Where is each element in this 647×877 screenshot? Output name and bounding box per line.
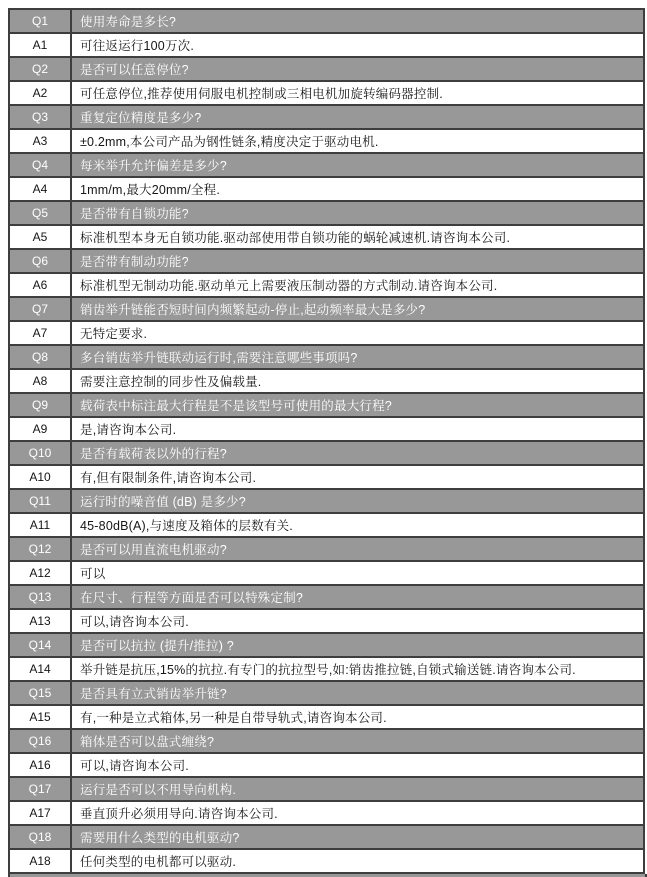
table-row bbox=[9, 633, 644, 657]
table-row bbox=[9, 273, 644, 297]
question-text: 是否带有制动功能? bbox=[71, 249, 644, 273]
answer-text: 无特定要求. bbox=[71, 321, 644, 345]
answer-label: A2 bbox=[9, 81, 71, 105]
question-label: Q18 bbox=[9, 825, 71, 849]
question-label: Q16 bbox=[9, 729, 71, 753]
answer-label: A17 bbox=[9, 801, 71, 825]
question-text: 使用寿命是多长? bbox=[71, 9, 644, 33]
answer-label: A3 bbox=[9, 129, 71, 153]
question-text: 多台销齿举升链联动运行时,需要注意哪些事项吗? bbox=[71, 345, 644, 369]
question-text: 是否有载荷表以外的行程? bbox=[71, 441, 644, 465]
answer-text: 垂直顶升必须用导向.请咨询本公司. bbox=[71, 801, 644, 825]
answer-label: A11 bbox=[9, 513, 71, 537]
question-label: Q2 bbox=[9, 57, 71, 81]
answer-label: A8 bbox=[9, 369, 71, 393]
question-label: Q17 bbox=[9, 777, 71, 801]
table-row bbox=[9, 249, 644, 273]
question-text: 是否具有立式销齿举升链? bbox=[71, 681, 644, 705]
table-row bbox=[9, 57, 644, 81]
question-label: Q6 bbox=[9, 249, 71, 273]
question-label: Q5 bbox=[9, 201, 71, 225]
answer-label: A10 bbox=[9, 465, 71, 489]
table-row bbox=[9, 513, 644, 537]
table-row bbox=[9, 321, 644, 345]
answer-text: 1mm/m,最大20mm/全程. bbox=[71, 177, 644, 201]
table-row bbox=[9, 609, 644, 633]
question-text: 销齿举升链能否短时间内频繁起动-停止,起动频率最大是多少? bbox=[71, 297, 644, 321]
question-label: Q15 bbox=[9, 681, 71, 705]
answer-text: 可任意停位,推荐使用伺服电机控制或三相电机加旋转编码器控制. bbox=[71, 81, 644, 105]
answer-label: A9 bbox=[9, 417, 71, 441]
answer-label: A15 bbox=[9, 705, 71, 729]
answer-label: A16 bbox=[9, 753, 71, 777]
table-row bbox=[9, 681, 644, 705]
faq-table-body bbox=[9, 9, 644, 873]
question-label: Q13 bbox=[9, 585, 71, 609]
question-label: Q11 bbox=[9, 489, 71, 513]
question-label: Q7 bbox=[9, 297, 71, 321]
table-row bbox=[9, 369, 644, 393]
question-label: Q4 bbox=[9, 153, 71, 177]
answer-label: A14 bbox=[9, 657, 71, 681]
question-text: 是否带有自锁功能? bbox=[71, 201, 644, 225]
table-row bbox=[9, 297, 644, 321]
table-row bbox=[9, 417, 644, 441]
question-label: Q3 bbox=[9, 105, 71, 129]
table-row bbox=[9, 81, 644, 105]
answer-text: 可往返运行100万次. bbox=[71, 33, 644, 57]
table-row bbox=[9, 489, 644, 513]
table-row bbox=[9, 561, 644, 585]
answer-label: A12 bbox=[9, 561, 71, 585]
question-label: Q9 bbox=[9, 393, 71, 417]
question-text: 是否可以用直流电机驱动? bbox=[71, 537, 644, 561]
table-row bbox=[9, 657, 644, 681]
answer-label: A1 bbox=[9, 33, 71, 57]
table-row bbox=[9, 705, 644, 729]
question-label: Q8 bbox=[9, 345, 71, 369]
table-row bbox=[9, 345, 644, 369]
table-row bbox=[9, 465, 644, 489]
question-text: 运行是否可以不用导向机构. bbox=[71, 777, 644, 801]
faq-table bbox=[8, 8, 645, 874]
table-row bbox=[9, 33, 644, 57]
table-row bbox=[9, 129, 644, 153]
answer-text: 45-80dB(A),与速度及箱体的层数有关. bbox=[71, 513, 644, 537]
answer-text: ±0.2mm,本公司产品为钢性链条,精度决定于驱动电机. bbox=[71, 129, 644, 153]
answer-text: 是,请咨询本公司. bbox=[71, 417, 644, 441]
table-row bbox=[9, 825, 644, 849]
question-label: Q14 bbox=[9, 633, 71, 657]
answer-label: A6 bbox=[9, 273, 71, 297]
table-row bbox=[9, 777, 644, 801]
answer-text: 任何类型的电机都可以驱动. bbox=[71, 849, 644, 873]
question-text: 需要用什么类型的电机驱动? bbox=[71, 825, 644, 849]
table-row bbox=[9, 393, 644, 417]
answer-text: 标准机型本身无自锁功能.驱动部使用带自锁功能的蜗轮减速机.请咨询本公司. bbox=[71, 225, 644, 249]
answer-text: 举升链是抗压,15%的抗拉.有专门的抗拉型号,如:销齿推拉链,自锁式输送链.请咨询本公司. bbox=[71, 657, 644, 681]
answer-label: A18 bbox=[9, 849, 71, 873]
answer-text: 需要注意控制的同步性及偏载量. bbox=[71, 369, 644, 393]
table-row bbox=[9, 153, 644, 177]
question-text: 是否可以任意停位? bbox=[71, 57, 644, 81]
question-text: 载荷表中标注最大行程是不是该型号可使用的最大行程? bbox=[71, 393, 644, 417]
table-row bbox=[9, 729, 644, 753]
question-label: Q12 bbox=[9, 537, 71, 561]
table-row bbox=[9, 753, 644, 777]
answer-text: 有,一种是立式箱体,另一种是自带导轨式,请咨询本公司. bbox=[71, 705, 644, 729]
table-row bbox=[9, 105, 644, 129]
table-row bbox=[9, 849, 644, 873]
table-row bbox=[9, 177, 644, 201]
table-row bbox=[9, 585, 644, 609]
table-row bbox=[9, 225, 644, 249]
question-text: 是否可以抗拉 (提升/推拉) ? bbox=[71, 633, 644, 657]
table-row bbox=[9, 537, 644, 561]
question-text: 在尺寸、行程等方面是否可以特殊定制? bbox=[71, 585, 644, 609]
answer-text: 可以,请咨询本公司. bbox=[71, 609, 644, 633]
answer-label: A4 bbox=[9, 177, 71, 201]
question-text: 每米举升允许偏差是多少? bbox=[71, 153, 644, 177]
question-text: 运行时的噪音值 (dB) 是多少? bbox=[71, 489, 644, 513]
table-row bbox=[9, 801, 644, 825]
answer-label: A13 bbox=[9, 609, 71, 633]
question-text: 箱体是否可以盘式缠绕? bbox=[71, 729, 644, 753]
answer-label: A5 bbox=[9, 225, 71, 249]
table-row bbox=[9, 9, 644, 33]
table-row bbox=[9, 441, 644, 465]
answer-text: 有,但有限制条件,请咨询本公司. bbox=[71, 465, 644, 489]
table-row bbox=[9, 201, 644, 225]
answer-text: 可以,请咨询本公司. bbox=[71, 753, 644, 777]
answer-text: 可以 bbox=[71, 561, 644, 585]
question-text: 重复定位精度是多少? bbox=[71, 105, 644, 129]
question-label: Q1 bbox=[9, 9, 71, 33]
answer-label: A7 bbox=[9, 321, 71, 345]
question-label: Q10 bbox=[9, 441, 71, 465]
answer-text: 标准机型无制动功能.驱动单元上需要液压制动器的方式制动.请咨询本公司. bbox=[71, 273, 644, 297]
